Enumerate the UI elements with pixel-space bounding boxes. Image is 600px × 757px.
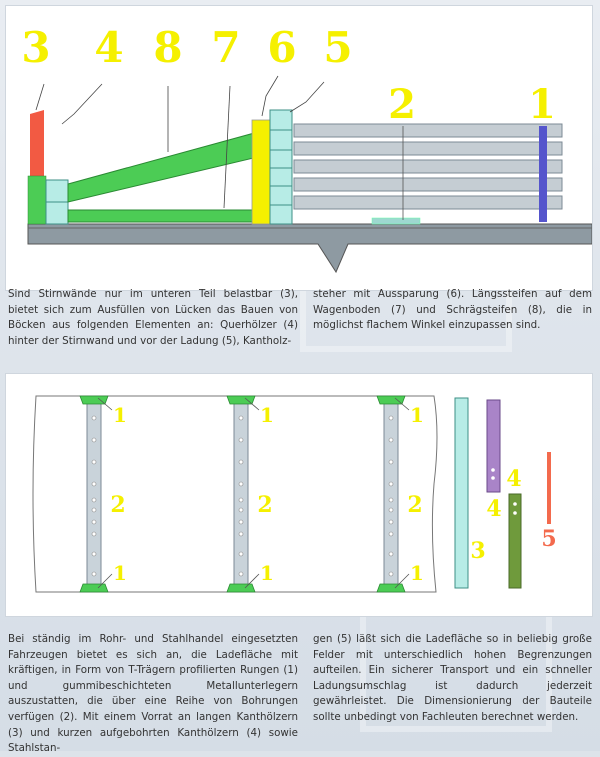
steel-rod-5 bbox=[547, 452, 551, 524]
bore-hole bbox=[389, 508, 393, 512]
stanchion-rail bbox=[384, 398, 398, 588]
bore-hole bbox=[239, 482, 243, 486]
bore-hole bbox=[92, 508, 96, 512]
label-2: 2 bbox=[388, 81, 416, 128]
label-4: 4 bbox=[94, 23, 124, 72]
bore-hole bbox=[92, 552, 96, 556]
bore-hole bbox=[513, 511, 517, 515]
timber-stack-5 bbox=[270, 110, 292, 224]
bore-hole bbox=[389, 520, 393, 524]
bore-hole bbox=[239, 416, 243, 420]
bore-hole bbox=[92, 532, 96, 536]
bore-hole bbox=[239, 572, 243, 576]
cross-timber-4 bbox=[46, 180, 68, 202]
caption-2-text-b: gen (5) läßt sich die Ladefläche so in beliebig große Felder mit unterschiedlich hohen Begrenzungen aufteilen. Ein sicherer Transport und ein schneller Ladungsumschlag ist dadurch jederzeit gewährleistet. Die Dimensionierung der Bauteile sollte unbedingt von Fachleuten berechnet werden. bbox=[313, 633, 592, 723]
bore-hole bbox=[389, 552, 393, 556]
bore-hole bbox=[92, 520, 96, 524]
bore-hole bbox=[389, 438, 393, 442]
label-1: 1 bbox=[260, 561, 274, 585]
rubber-pad bbox=[80, 584, 108, 592]
blue-stanchion-1 bbox=[539, 126, 547, 222]
bore-hole bbox=[239, 498, 243, 502]
drilled-timber-4-lower bbox=[509, 494, 521, 588]
rubber-pad bbox=[227, 584, 255, 592]
stanchion-plan-svg bbox=[6, 374, 592, 616]
label-4: 4 bbox=[506, 466, 522, 492]
load-securing-diagram-svg bbox=[6, 6, 592, 290]
bore-hole bbox=[92, 572, 96, 576]
diagonal-brace-8 bbox=[68, 132, 262, 202]
label-2: 2 bbox=[110, 492, 126, 518]
bore-hole bbox=[239, 508, 243, 512]
bore-hole bbox=[92, 438, 96, 442]
label-3: 3 bbox=[21, 23, 51, 72]
bore-hole bbox=[389, 482, 393, 486]
label-2: 2 bbox=[257, 492, 273, 518]
caption-2-text-a: Bei ständig im Rohr- und Stahlhandel eingesetzten Fahrzeugen bietet es sich an, die Ladefläche mit kräftigen, in Form von T-Trägern profilierten Rungen (1) und gummibeschichteten Metallunterlegern auszustatten, die über eine Reihe von Bohrungen verfügen (2). Mit einem Vorrat an langen Kanthölzern (3) und kurzen aufgebohrten Kanthölzern (4) sowie Stahlstan- bbox=[8, 633, 298, 755]
long-timber-3 bbox=[455, 398, 468, 588]
label-1: 1 bbox=[260, 403, 274, 427]
bore-hole bbox=[239, 532, 243, 536]
bore-hole bbox=[92, 460, 96, 464]
bore-hole bbox=[513, 502, 517, 506]
mat-strip bbox=[372, 218, 420, 224]
caption-1-text-a: Sind Stirnwände nur im unteren Teil belastbar (3), bietet sich zum Ausfüllen von Lücken das Bauen von Böcken aus folgenden Elementen an: Querhölzer (4) hinter der Stirnwand und vor der Ladung (5), Kantholz- bbox=[8, 288, 298, 347]
bore-hole bbox=[92, 482, 96, 486]
caption-1-column-2 bbox=[313, 287, 592, 334]
caption-2-column-2 bbox=[313, 632, 592, 726]
label-7: 7 bbox=[211, 23, 241, 72]
stanchion-rail bbox=[234, 398, 248, 588]
bore-hole bbox=[389, 460, 393, 464]
pipe-load bbox=[294, 124, 562, 209]
label-1: 1 bbox=[113, 561, 127, 585]
label-3: 3 bbox=[470, 538, 486, 564]
bore-hole bbox=[239, 552, 243, 556]
caption-1-text-b: steher mit Aussparung (6). Längssteifen auf dem Wagenboden (7) und Schrägsteifen (8), die in möglichst flachem Winkel einzupassen sind. bbox=[313, 288, 592, 332]
bore-hole bbox=[239, 460, 243, 464]
label-8: 8 bbox=[153, 23, 183, 72]
caption-1-column-1 bbox=[8, 287, 298, 349]
label-6: 6 bbox=[267, 23, 297, 72]
label-1: 1 bbox=[528, 81, 556, 128]
truck-bed bbox=[28, 224, 592, 272]
rubber-pad bbox=[377, 584, 405, 592]
label-5: 5 bbox=[541, 526, 557, 552]
bore-hole bbox=[491, 468, 495, 472]
bore-hole bbox=[239, 520, 243, 524]
label-5: 5 bbox=[323, 23, 353, 72]
front-wall-lower bbox=[28, 176, 46, 224]
label-1: 1 bbox=[113, 403, 127, 427]
stanchion-rail bbox=[87, 398, 101, 588]
load-securing-diagram bbox=[6, 6, 592, 290]
bore-hole bbox=[389, 498, 393, 502]
bore-hole bbox=[92, 416, 96, 420]
cross-timber-4 bbox=[46, 202, 68, 224]
floor-brace-7 bbox=[68, 210, 254, 222]
label-1: 1 bbox=[410, 561, 424, 585]
bore-hole bbox=[92, 498, 96, 502]
label-4: 4 bbox=[486, 496, 502, 522]
label-2: 2 bbox=[407, 492, 423, 518]
front-wall-upper bbox=[30, 110, 44, 182]
post-6 bbox=[252, 120, 270, 224]
label-1: 1 bbox=[410, 403, 424, 427]
bore-hole bbox=[239, 438, 243, 442]
bore-hole bbox=[491, 476, 495, 480]
bore-hole bbox=[389, 572, 393, 576]
stanchion-plan-diagram bbox=[6, 374, 592, 616]
bore-hole bbox=[389, 532, 393, 536]
caption-2-column-1 bbox=[8, 632, 298, 757]
bore-hole bbox=[389, 416, 393, 420]
